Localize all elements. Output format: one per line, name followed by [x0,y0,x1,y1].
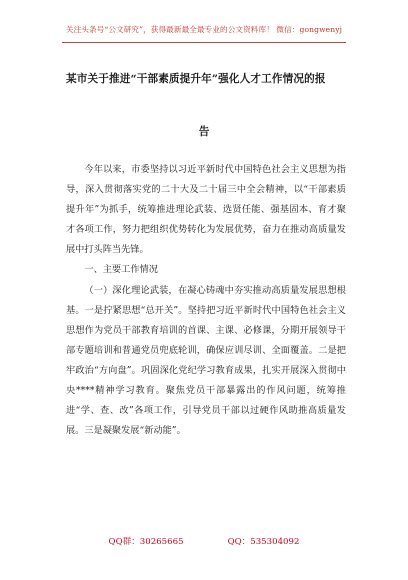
paragraph-intro: 今年以来，市委坚持以习近平新时代中国特色社会主义思想为指导，深入贯彻落实党的二十大及二十届三中全会精神，以“干部素质提升年”为抓手，统筹推进理论武装、选贤任能、强基固本、育才聚才各项工作，努力把组织优势转化为发展优势，奋力在推动高质量发展中打头阵当先锋。 [66,164,346,256]
section-heading: 一、主要工作情况 [84,264,158,276]
document-title-continued: 告 [198,126,210,138]
document-title: 某市关于推进“干部素质提升年”强化人才工作情况的报 [66,73,326,85]
footer-contacts [0,535,408,547]
footer-qq-group: QQ群：30265665 [108,537,184,547]
header-banner: 关注头条号“公文研究”，获得最新最全最专业的公文资料库！ 微信：gongwenyj [65,25,343,34]
document-body [66,160,346,441]
paragraph-section-one: （一）深化理论武装，在凝心铸魂中夯实推动高质量发展思想根基。一是拧紧思想“总开关”。坚持把习近平新时代中国特色社会主义思想作为党员干部教育培训的首课、主课、必修课，分期开展领导干部专题培训和普通党员兜底轮训，确保应训尽训、全面覆盖。二是把牢政治“方向盘”。巩固深化党纪学习教育成果，扎实开展深入贯彻中央****精神学习教育。聚焦党员干部暴露出的作风问题，统筹推进“学、查、改”各项工作，引导党员干部以过硬作风助推高质量发展。三是凝聚发展“新动能”。 [66,284,346,437]
footer-qq-number: QQ：535304092 [227,537,300,547]
header-divider [62,42,346,43]
